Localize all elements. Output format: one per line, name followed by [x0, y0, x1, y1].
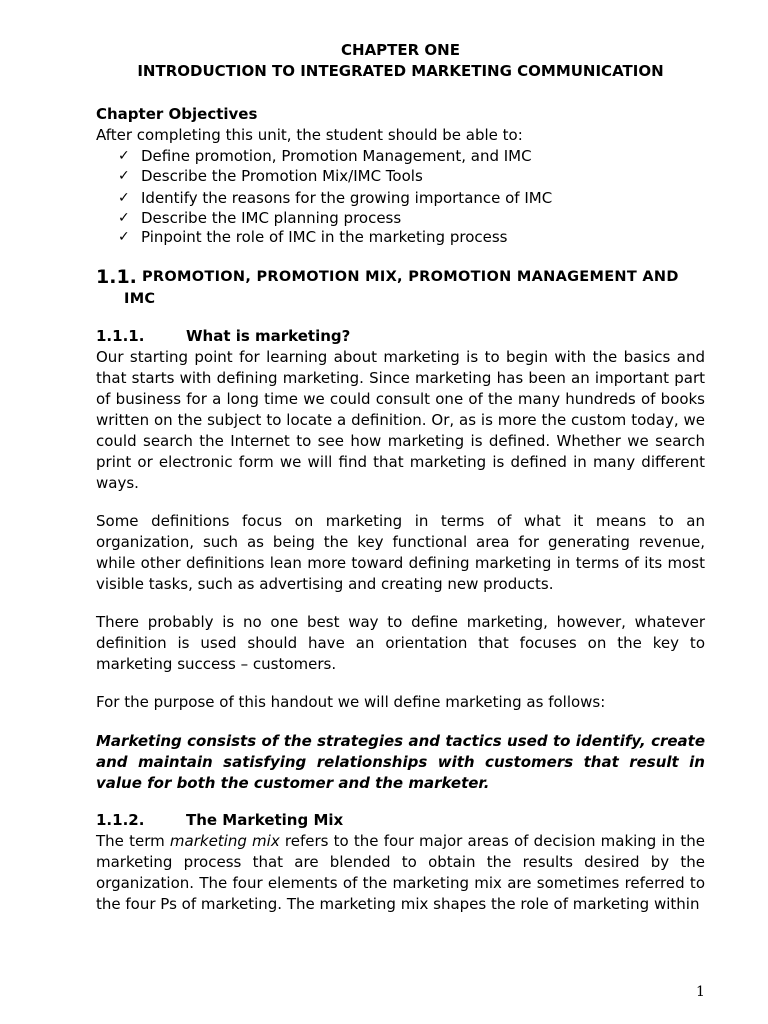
chapter-number: CHAPTER ONE — [341, 41, 460, 59]
checkmark-icon: ✓ — [118, 190, 130, 206]
objective-item: ✓ Define promotion, Promotion Management, and IMC — [118, 147, 532, 165]
checkmark-icon: ✓ — [118, 210, 130, 226]
section-heading — [96, 266, 705, 310]
emphasized-term: marketing mix — [169, 832, 280, 850]
document-page — [96, 40, 705, 915]
marketing-definition: Marketing consists of the strategies and tactics used to identify, create and maintain satisfying relationships with customers that result in value for both the customer and the marketer. — [96, 732, 705, 792]
objective-item: ✓ Describe the Promotion Mix/IMC Tools — [118, 167, 423, 185]
checkmark-icon: ✓ — [118, 229, 130, 245]
objectives-list — [96, 146, 705, 247]
paragraph: The term marketing mix refers to the four major areas of decision making in the marketing process that are blended to obtain the results desired by the organization. The four elements of the marketing mix are sometimes referred to the four Ps of marketing. The marketing mix shapes the role of marketing within — [96, 832, 705, 913]
paragraph: Our starting point for learning about marketing is to begin with the basics and that starts with defining marketing. Since marketing has been an important part of business for a long time we could consult one of the many hundreds of books written on the subject to locate a definition. Or, as is more the custom today, we could search the Internet to see how marketing is defined. Whether we search print or electronic form we will find that marketing is defined in many different ways. — [96, 348, 705, 492]
paragraph: Some definitions focus on marketing in terms of what it means to an organization, such as being the key functional area for generating revenue, while other definitions lean more toward defining marketing in terms of its most visible tasks, such as advertising and creating new products. — [96, 512, 705, 593]
section-title: PROMOTION, PROMOTION MIX, PROMOTION MANAGEMENT AND IMC — [124, 269, 679, 307]
objective-item: ✓ Pinpoint the role of IMC in the marketing process — [118, 228, 508, 246]
page-number: 1 — [696, 984, 705, 1000]
checkmark-icon: ✓ — [118, 168, 130, 184]
objective-item: ✓ Describe the IMC planning process — [118, 209, 402, 227]
subsection-heading-marketing-mix: 1.1.2. The Marketing Mix — [96, 811, 344, 829]
objectives-heading: Chapter Objectives — [96, 105, 258, 123]
objective-item: ✓ Identify the reasons for the growing importance of IMC — [118, 189, 553, 207]
chapter-title: INTRODUCTION TO INTEGRATED MARKETING COMMUNICATION — [137, 62, 664, 80]
checkmark-icon: ✓ — [118, 148, 130, 164]
objectives-intro: After completing this unit, the student should be able to: — [96, 126, 523, 144]
section-number: 1.1. — [96, 266, 137, 288]
subsection-heading-what-is-marketing: 1.1.1. What is marketing? — [96, 327, 351, 345]
paragraph: For the purpose of this handout we will define marketing as follows: — [96, 693, 606, 711]
paragraph: There probably is no one best way to define marketing, however, whatever definition is used should have an orientation that focuses on the key to marketing success – customers. — [96, 613, 705, 673]
